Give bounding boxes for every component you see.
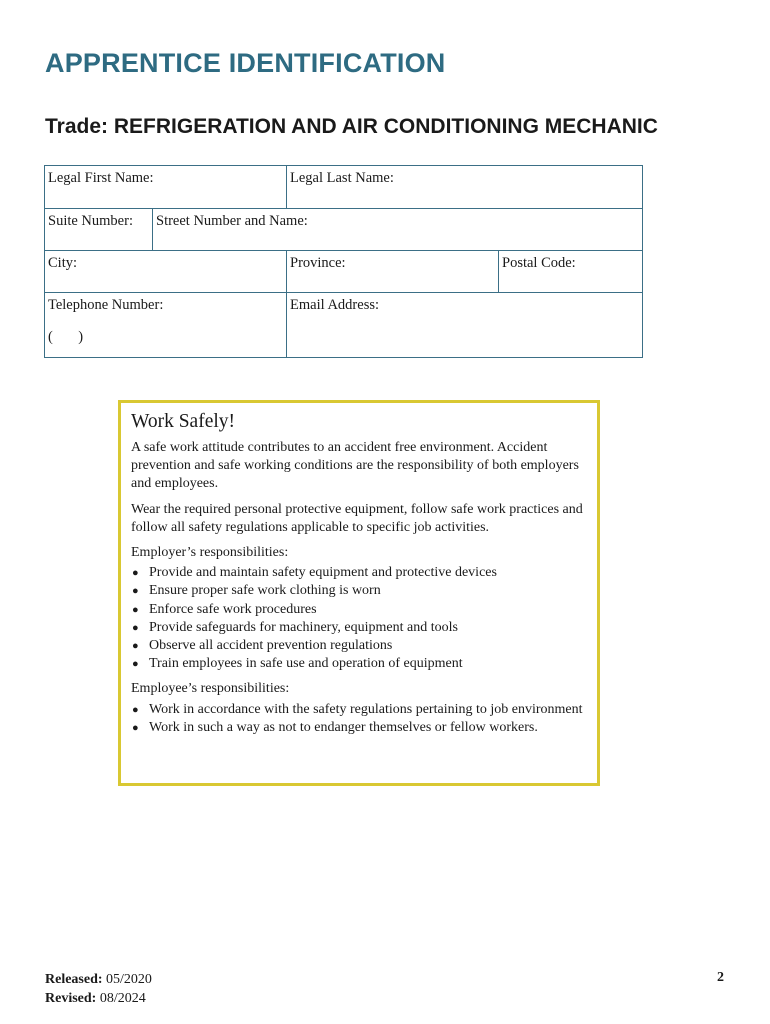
legal-first-name-field[interactable] <box>45 166 287 208</box>
employee-heading: Employee’s responsibilities: <box>131 681 290 697</box>
list-item: ● Enforce safe work procedures <box>131 601 587 619</box>
apprentice-form <box>44 165 643 358</box>
bullet-icon: ● <box>132 603 139 616</box>
city-label: City: <box>48 255 78 271</box>
email-label: Email Address: <box>290 297 380 313</box>
released-date: 05/2020 <box>106 972 152 987</box>
bullet-icon: ● <box>132 703 139 716</box>
telephone-label: Telephone Number: <box>48 297 164 313</box>
legal-last-name-label: Legal Last Name: <box>290 170 394 186</box>
work-safely-heading: Work Safely! <box>131 411 236 432</box>
work-safely-box <box>118 400 600 786</box>
list-item: ● Work in accordance with the safety regulations pertaining to job environment <box>131 701 587 719</box>
page-title: APPRENTICE IDENTIFICATION <box>45 48 446 78</box>
telephone-area-code: ( ) <box>48 329 84 345</box>
bullet-icon: ● <box>132 585 139 598</box>
street-field[interactable] <box>152 209 642 250</box>
postal-code-field[interactable] <box>498 251 642 292</box>
suite-number-label: Suite Number: <box>48 213 133 229</box>
bullet-icon: ● <box>132 567 139 580</box>
revised-date: 08/2024 <box>99 991 146 1006</box>
list-item: ● Provide safeguards for machinery, equipment and tools <box>131 619 587 637</box>
form-row-address <box>45 209 642 251</box>
email-field[interactable] <box>286 293 642 357</box>
page-number: 2 <box>717 970 724 985</box>
province-field[interactable] <box>286 251 499 292</box>
form-row-location <box>45 251 642 293</box>
telephone-field[interactable] <box>45 293 287 357</box>
list-item: ● Train employees in safe use and operation of equipment <box>131 655 587 673</box>
list-item: ● Ensure proper safe work clothing is worn <box>131 582 587 600</box>
safety-paragraph-1: A safe work attitude contributes to an accident free environment. Accident prevention and safe working conditions are the responsibility of both employers and employees. <box>131 440 579 492</box>
postal-code-label: Postal Code: <box>502 255 576 271</box>
legal-first-name-label: Legal First Name: <box>48 170 154 186</box>
form-row-contact <box>45 293 642 357</box>
trade-heading: Trade: REFRIGERATION AND AIR CONDITIONING MECHANIC <box>45 115 658 138</box>
employer-list <box>131 564 587 673</box>
footer-dates <box>45 970 152 1008</box>
form-row-name <box>45 166 642 209</box>
safety-paragraph-2: Wear the required personal protective equipment, follow safe work practices and follow all safety regulations applicable to specific job activities. <box>131 501 583 535</box>
bullet-icon: ● <box>132 658 139 671</box>
province-label: Province: <box>290 255 346 271</box>
employee-list <box>131 701 587 737</box>
street-label: Street Number and Name: <box>156 213 308 229</box>
bullet-icon: ● <box>132 621 139 634</box>
bullet-icon: ● <box>132 640 139 653</box>
list-item: ● Provide and maintain safety equipment and protective devices <box>131 564 587 582</box>
released-label: Released: <box>45 972 103 987</box>
suite-number-field[interactable] <box>45 209 153 250</box>
city-field[interactable] <box>45 251 287 292</box>
legal-last-name-field[interactable] <box>286 166 642 208</box>
list-item: ● Observe all accident prevention regulations <box>131 637 587 655</box>
bullet-icon: ● <box>132 721 139 734</box>
employer-heading: Employer’s responsibilities: <box>131 545 289 561</box>
list-item: ● Work in such a way as not to endanger themselves or fellow workers. <box>131 719 587 737</box>
revised-label: Revised: <box>45 991 97 1006</box>
